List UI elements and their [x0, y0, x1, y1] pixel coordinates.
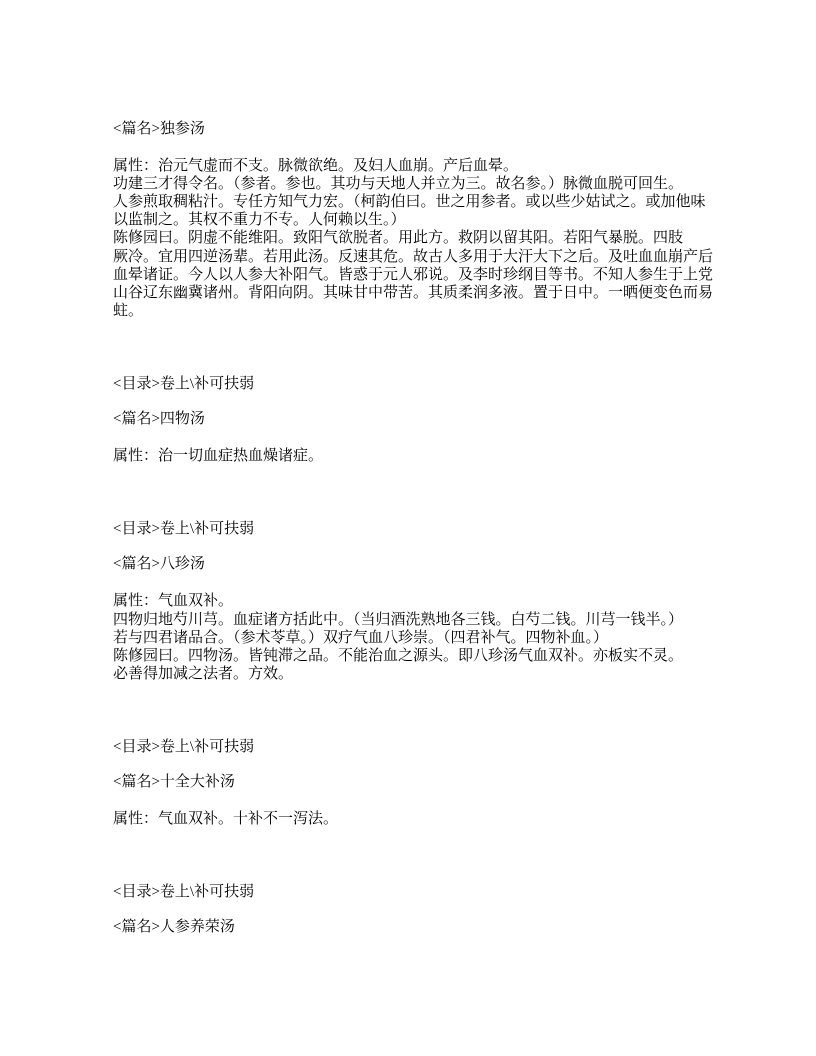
- body-line: 蛀。: [113, 302, 144, 319]
- body-line: 陈修园曰。阴虚不能维阳。致阳气欲脱者。用此方。救阴以留其阳。若阳气暴脱。四肢: [113, 230, 684, 247]
- title-line: <篇名>八珍汤: [113, 556, 205, 573]
- entry-siwutang: [113, 375, 756, 465]
- title-line: <篇名>四物汤: [113, 411, 205, 428]
- body-line: 属性：气血双补。十补不一泻法。: [113, 811, 339, 828]
- title-line: <篇名>十全大补汤: [113, 773, 235, 790]
- body-line: 厥冷。宜用四逆汤辈。若用此汤。反速其危。故古人多用于大汗大下之后。及吐血血崩产后: [113, 248, 714, 265]
- body-line: 陈修园曰。四物汤。皆钝滞之品。不能治血之源头。即八珍汤气血双补。亦板实不灵。: [113, 647, 684, 664]
- title-line: <篇名>人参养荣汤: [113, 919, 235, 936]
- entry-bazhentang: [113, 520, 756, 683]
- entry-dushentang: [113, 120, 756, 320]
- body-line: 属性：治元气虚而不支。脉微欲绝。及妇人血崩。产后血晕。: [113, 158, 519, 175]
- body-line: 以监制之。其权不重力不专。人何赖以生。）: [113, 212, 406, 229]
- entry-shiquandabutang: [113, 738, 756, 828]
- entry-body: [113, 592, 756, 682]
- body-line: 四物归地芍川芎。血症诸方括此中。（当归酒洗熟地各三钱。白芍二钱。川芎一钱半。）: [113, 611, 684, 628]
- body-line: 属性：治一切血症热血燥诸症。: [113, 448, 324, 465]
- body-line: 功建三才得令名。（参者。参也。其功与天地人并立为三。故名参。）脉微血脱可回生。: [113, 176, 684, 193]
- body-line: 血晕诸证。今人以人参大补阳气。皆惑于元人邪说。及李时珍纲目等书。不知人参生于上党: [113, 266, 714, 283]
- title-line: <篇名>独参汤: [113, 121, 205, 137]
- entry-body: [113, 810, 756, 828]
- toc-line: <目录>卷上\补可扶弱: [113, 521, 255, 538]
- body-line: 属性：气血双补。: [113, 593, 234, 610]
- body-line: 若与四君诸品合。（参术苓草。）双疗气血八珍崇。（四君补气。四物补血。）: [113, 629, 609, 646]
- toc-line: <目录>卷上\补可扶弱: [113, 884, 255, 901]
- body-line: 必善得加减之法者。方效。: [113, 665, 294, 682]
- body-line: 人参煎取稠粘汁。专任方知气力宏。（柯韵伯曰。世之用参者。或以些少姑试之。或加他味: [113, 194, 706, 211]
- entry-body: [113, 157, 756, 320]
- body-line: 山谷辽东幽冀诸州。背阳向阴。其味甘中带苦。其质柔润多液。置于日中。一晒便变色而易: [113, 284, 714, 301]
- toc-line: <目录>卷上\补可扶弱: [113, 738, 255, 755]
- entry-body: [113, 447, 756, 465]
- toc-line: <目录>卷上\补可扶弱: [113, 375, 255, 392]
- entry-renshenyangrongtang: [113, 883, 756, 936]
